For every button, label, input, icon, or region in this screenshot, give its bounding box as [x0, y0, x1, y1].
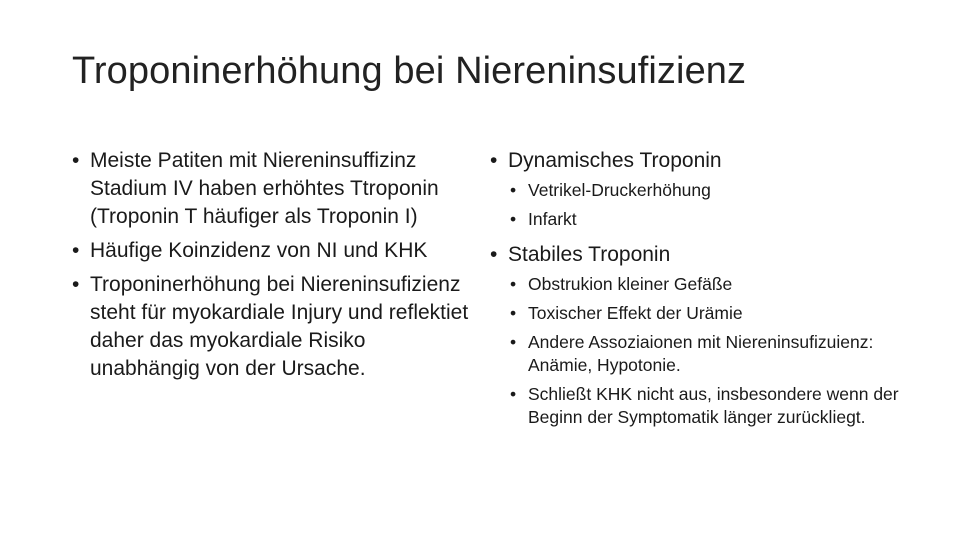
list-item — [72, 271, 472, 383]
bullet-icon: • — [72, 149, 80, 172]
right-column — [490, 147, 900, 437]
bullet-icon: • — [510, 332, 517, 352]
bullet-icon: • — [72, 239, 80, 262]
dynamic-sublist-wrapper — [490, 179, 900, 231]
bullet-icon: • — [490, 149, 498, 172]
bullet-icon: • — [510, 180, 517, 200]
list-item — [72, 147, 472, 231]
dynamic-sublist — [490, 179, 900, 231]
bullet-text: Toxischer Effekt der Urämie — [528, 303, 743, 323]
bullet-text: Vetrikel-Druckerhöhung — [528, 180, 711, 200]
bullet-text: Stabiles Troponin — [508, 243, 671, 266]
bullet-icon: • — [510, 209, 517, 229]
list-item — [72, 237, 472, 265]
bullet-icon: • — [510, 384, 517, 404]
stable-sublist — [490, 273, 900, 429]
bullet-text: Häufige Koinzidenz von NI und KHK — [90, 239, 428, 262]
bullet-icon: • — [510, 303, 517, 323]
right-bullet-list — [490, 147, 900, 429]
list-item — [510, 383, 900, 429]
list-item — [510, 179, 900, 202]
list-item — [510, 302, 900, 325]
bullet-icon: • — [72, 273, 80, 296]
slide-title: Troponinerhöhung bei Niereninsufizienz — [72, 50, 747, 92]
stable-sublist-wrapper — [490, 273, 900, 429]
list-item — [510, 273, 900, 296]
bullet-icon: • — [510, 274, 517, 294]
bullet-text: Andere Assoziaionen mit Niereninsufizuienz: Anämie, Hypotonie. — [528, 332, 874, 375]
list-item — [510, 331, 900, 377]
list-item — [510, 208, 900, 231]
bullet-text: Troponinerhöhung bei Niereninsufizienz steht für myokardiale Injury und reflektiet daher das myokardiale Risiko unabhängig von der Ursache. — [90, 273, 469, 380]
dynamic-troponin-heading — [490, 147, 900, 175]
bullet-text: Infarkt — [528, 209, 577, 229]
stable-troponin-heading — [490, 241, 900, 269]
bullet-text: Schließt KHK nicht aus, insbesondere wenn der Beginn der Symptomatik länger zurückliegt. — [528, 384, 899, 427]
bullet-text: Obstrukion kleiner Gefäße — [528, 274, 733, 294]
bullet-text: Dynamisches Troponin — [508, 149, 722, 172]
bullet-text: Meiste Patiten mit Niereninsuffizinz Stadium IV haben erhöhtes Ttroponin (Troponin T häufiger als Troponin I) — [90, 149, 439, 228]
bullet-icon: • — [490, 243, 498, 266]
left-bullet-list — [72, 147, 472, 383]
left-column — [72, 147, 472, 389]
